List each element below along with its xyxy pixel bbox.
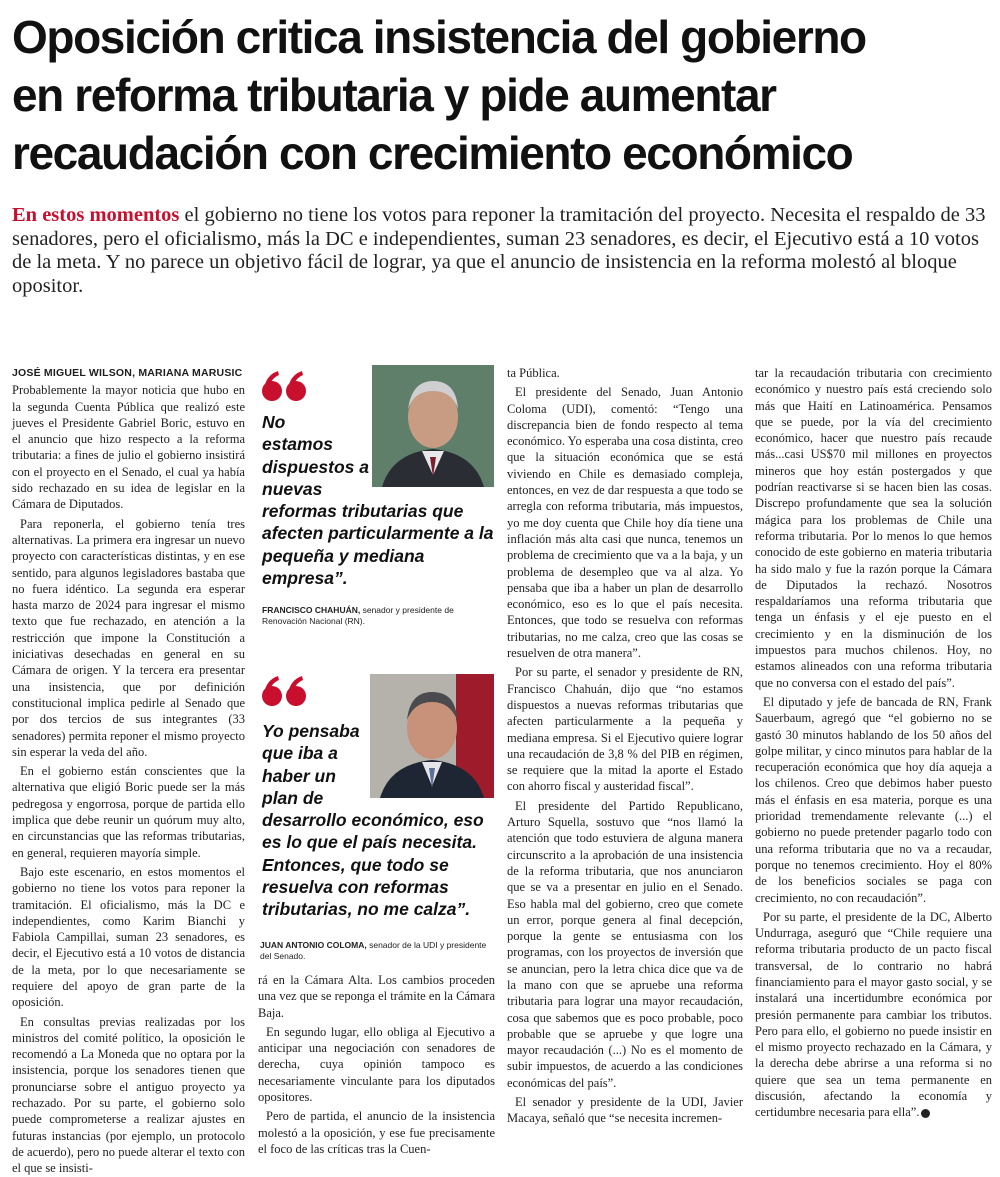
paragraph: Por su parte, el senador y presidente de RN, Francisco Chahuán, dijo que “no estamos dispuestos a nuevas reformas tributarias que afecten particularmente a la pequeña y mediana empresa. Si el Ejecutivo quiere lograr una recaudación de 3,8 % del PIB en régimen, se requiere que la mitad la aporte el Estado con ahorro fiscal y austeridad fiscal”. — [507, 665, 743, 794]
paragraph: En el gobierno están conscientes que la alternativa que eligió Boric puede ser la más pedregosa y engorrosa, porque de partida ello implica que debe reunir un quórum muy alto, en circunstancias que las reformas tributarias, en general, requieren mayoría simple. — [12, 764, 245, 860]
quote-line: No — [262, 412, 286, 432]
lede — [12, 204, 988, 298]
quote-line: resuelva con reformas — [262, 877, 449, 898]
quote-caption — [262, 605, 492, 627]
paragraph: tar la recaudación tributaria con crecimiento económico y nuestro país está creciendo solo más que Haití en Latinoamérica. Pensamos que se puede, por la vía del crecimiento económico, hacer que nuestro país recaude más...casi US$70 mil millones en proyectos mineros que hoy están postergados y que podrían reactivarse si se hacen bien las cosas. Discrepo profundamente que sea la solución mágica para los problemas de Chile una reforma tributaria. Por lo menos lo que hemos conocido de este gobierno en materia tributaria ha sido malo y fue la razón porque la Cámara de Diputados la rechazó. Nosotros respaldaríamos una reforma tributaria que tenga un énfasis y el eje puesto en el crecimiento y en la disminución de los impuestos para muchos chilenos. Hoy, no estamos alineados con una reforma tributaria que no conversa con el estado del país”. — [755, 366, 992, 690]
column-1 — [12, 365, 245, 1176]
caption-name: JUAN ANTONIO COLOMA, — [260, 940, 367, 950]
quote-line: desarrollo económico, eso — [262, 810, 484, 831]
quote-line: Entonces, que todo se — [262, 854, 449, 875]
headline — [12, 8, 992, 182]
lede-highlight: En estos momentos — [12, 204, 180, 226]
end-mark-icon — [921, 1109, 930, 1118]
headline-line: recaudación con crecimiento económico — [12, 127, 853, 179]
caption-role: senador y presidente de Renovación Nacional (RN). — [262, 605, 454, 626]
quote-line: reformas tributarias que — [262, 501, 464, 522]
quote-caption — [260, 940, 490, 962]
paragraph: El presidente del Senado, Juan Antonio Coloma (UDI), comentó: “Tengo una discrepancia bien de fondo respecto al tema económico. Yo esperaba una cosa distinta, creo que la situación económica que se está viviendo en Chile es demasiado compleja, entonces, en vez de dar respuesta a que todo se arregla con reforma tributaria, más impuestos, yo me doy cuenta que Chile hoy día tiene una inflación más alta casi que nunca, tenemos un problema de crecimiento que va a la baja, y un problema de desempleo que va al alza. Yo pensaba que iba a haber un plan de desarrollo económico, eso es lo que el país necesita. Entonces, que todo se resuelva con reformas tributarias, no me calza, creo que las cosas se resuelven de otra manera”. — [507, 385, 743, 661]
quote-mark-icon — [260, 369, 312, 405]
paragraph: Probablemente la mayor noticia que hubo en la segunda Cuenta Pública que realizó este jueves el Presidente Gabriel Boric, estuvo en el anuncio que hizo respecto a la reforma tributaria: a fines de julio el gobierno insistirá con el proyecto en el Senado, el cual ya había sido rechazado en su idea de legislar en la Cámara de Diputados. — [12, 383, 245, 512]
quote-line: haber un — [262, 765, 336, 786]
paragraph: Pero de partida, el anuncio de la insistencia molestó a la oposición, y ese fue precisamente el foco de las críticas tras la Cuen- — [258, 1109, 495, 1156]
paragraph-text: Por su parte, el presidente de la DC, Alberto Undurraga, aseguró que “Chile requiere una reforma tributaria producto de un pacto fiscal transversal, de lo contrario no habrá financiamiento para el mayor gasto social, y se instalará una incertidumbre económica por presión permanente para cambiar los tributos. Pero para ello, el gobierno no puede insistir en el mismo proyecto rechazado en la Cámara, y la derecha debe abrirse a una reforma si no quiere que sea un tema permanente en discusión, afectando la economía y certidumbre necesaria para ella”. — [755, 909, 992, 1120]
caption-name: FRANCISCO CHAHUÁN, — [262, 605, 361, 615]
paragraph: El diputado y jefe de bancada de RN, Frank Sauerbaum, agregó que “el gobierno no se gastó 30 minutos hablando de los 50 años del golpe militar, y cinco minutos para hablar de la recuperación económica que hoy día aqueja a los chilenos. Creo que debimos haber puesto más el énfasis en esa materia, porque es una prioridad tremendamente relevante (...) el gobierno no puede pretender pagarlo todo con una reforma tributaria que no va a recaudar, porque no tenemos crecimiento. Hoy el 80% de los beneficios sociales se paga con crecimiento, no con recaudación”. — [755, 694, 992, 905]
quote-text — [262, 720, 484, 921]
headline-line: en reforma tributaria y pide aumentar — [12, 69, 776, 121]
paragraph: El senador y presidente de la UDI, Javier Macaya, señaló que “se necesita incremen- — [507, 1095, 743, 1126]
pull-quote-chahuan — [258, 365, 495, 640]
paragraph: ta Pública. — [507, 366, 560, 380]
quote-line: Yo pensaba — [262, 721, 360, 741]
quote-line: dispuestos a — [262, 456, 369, 477]
quote-line: es lo que el país necesita. — [262, 832, 477, 853]
byline: JOSÉ MIGUEL WILSON, MARIANA MARUSIC — [12, 367, 243, 379]
paragraph — [755, 909, 992, 1121]
quote-line: afecten particularmente a la — [262, 523, 494, 544]
paragraph: rá en la Cámara Alta. Los cambios proceden una vez que se reponga el trámite en la Cámara Baja. — [258, 973, 495, 1020]
headline-line: Oposición critica insistencia del gobierno — [12, 11, 866, 63]
pull-quote-coloma — [258, 670, 495, 920]
caption-role: senador de la UDI y presidente del Senado. — [260, 940, 487, 961]
column-4 — [755, 365, 992, 1160]
lede-text: el gobierno no tiene los votos para reponer la tramitación del proyecto. Necesita el respaldo de 33 senadores, pero el oficialismo, más la DC e independientes, suman 23 senadores, es decir, el Ejecutivo está a 10 votos de la meta. Y no parece un objetivo fácil de lograr, ya que el anuncio de insistencia en la reforma molestó al bloque opositor. — [12, 204, 986, 297]
column-3 — [507, 365, 743, 1160]
quote-mark-icon — [260, 674, 312, 710]
quote-line: pequeña y mediana — [262, 545, 425, 566]
quote-line: que iba a — [262, 743, 338, 764]
column-2 — [258, 972, 495, 1162]
quote-text — [262, 411, 493, 589]
paragraph: Para reponerla, el gobierno tenía tres alternativas. La primera era ingresar un nuevo proyecto con características distintas, y en ese sentido, para algunos legisladores bastaba que no fuera idéntico. La segunda era esperar hasta marzo de 2024 para ingresar el mismo texto que fue rechazado, en atención a la restricción que impone la Constitución a iniciativas desechadas en general en su Cámara de origen. Y la tercera era presentar una insistencia, que por definición constitucional implica pedirle al Senado que por dos tercios de sus integrantes (33 senadores) permita reponer el mismo proyecto sin esperar la veda del año. — [12, 516, 245, 759]
quote-line: plan de — [262, 787, 324, 808]
paragraph: En segundo lugar, ello obliga al Ejecutivo a anticipar una negociación con senadores de derecha, cuya opinión tampoco es necesariamente vinculante para los diputados opositores. — [258, 1024, 495, 1105]
paragraph: El presidente del Partido Republicano, Arturo Squella, sostuvo que “nos llamó la atención que todo estuviera de alguna manera circunscrito a la aprobación de una insistencia de la reforma tributaria, que nos anunciaron que se va a presentar en julio en el Senado. Eso habla mal del gobierno, creo que comete un error, porque genera al final decepción, porque la gente se entusiasma con los programas, con los proyectos de inversión que se anuncian, pero la letra chica dice que va de la mano con que se apruebe una reforma tributaria para lograr una mayor recaudación, cosa que sabemos que es poco probable, poco probable que se apruebe y que logre una mayor recaudación (...) No es el momento de subir impuestos, de acuerdo a las condiciones económicas del país”. — [507, 798, 743, 1090]
paragraph: En consultas previas realizadas por los ministros del comité político, la oposición le recomendó a La Moneda que no optara por la insistencia, porque los senadores tienen que pronunciarse sobre el antiguo proyecto ya rechazado. Por su parte, el gobierno solo puede comprometerse a realizar ajustes en futuras instancias (por ejemplo, un protocolo de acuerdo), pero no puede alterar el texto con el que se insisti- — [12, 1014, 245, 1176]
quote-line: nuevas — [262, 478, 323, 499]
quote-line: estamos — [262, 434, 334, 455]
quote-line: tributarias, no me calza”. — [262, 899, 471, 920]
paragraph: Bajo este escenario, en estos momentos el gobierno no tiene los votos para reponer la tramitación. El oficialismo, más la DC e independientes, como Karim Bianchi y Fabiola Campillai, suman 23 senadores, es decir, el Ejecutivo está a 10 votos de distancia de la meta, por lo que necesariamente se requiere del apoyo de gran parte de la oposición. — [12, 864, 245, 1010]
quote-line: empresa”. — [262, 568, 348, 589]
